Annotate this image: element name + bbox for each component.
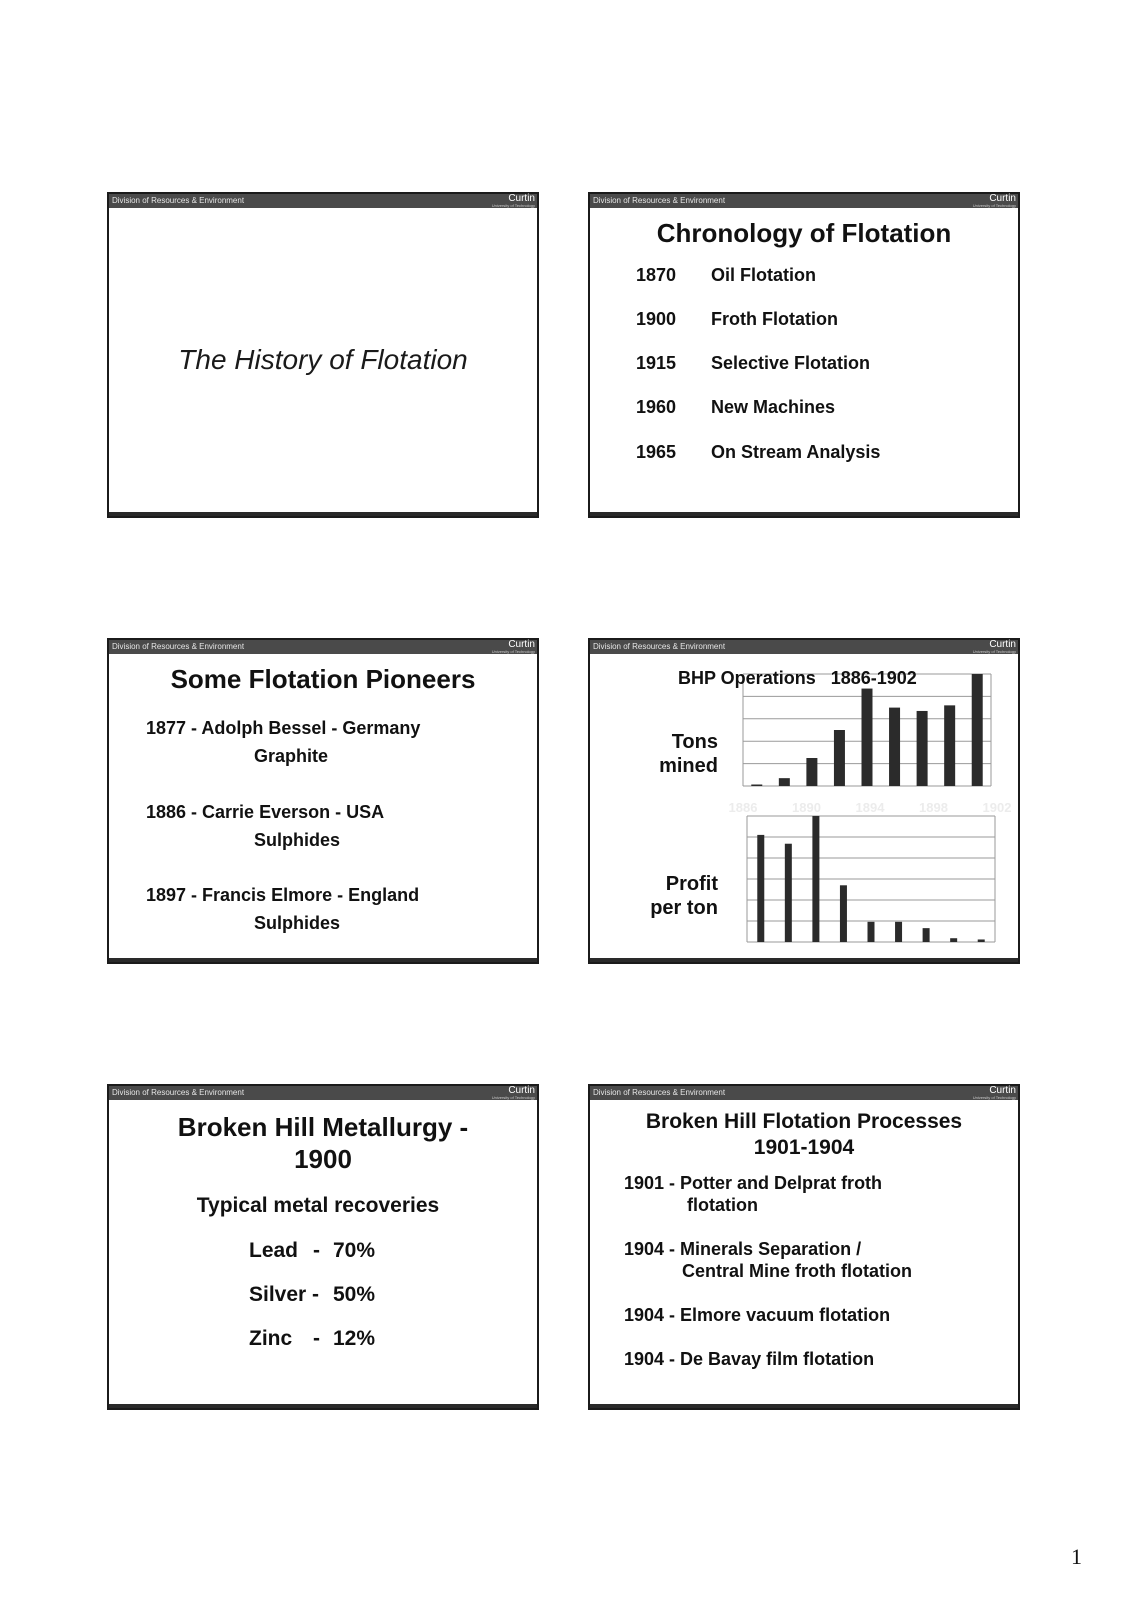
slide-footer: [109, 1404, 537, 1408]
slide-5: [107, 1084, 539, 1410]
chronology-row: 1870 Oil Flotation: [636, 265, 816, 285]
bar: [812, 816, 819, 942]
curtin-logo: Curtin University of Technology: [491, 1085, 535, 1100]
x-tick-label: 1902: [982, 800, 1012, 815]
slide-4: [588, 638, 1020, 964]
chronology-row: 1965 On Stream Analysis: [636, 442, 881, 462]
slide-header: Division of Resources & Environment: [109, 640, 537, 654]
process-sub: flotation: [687, 1195, 758, 1215]
bar: [868, 922, 875, 942]
curtin-logo: Curtin University of Technology: [491, 193, 535, 208]
bar: [917, 711, 928, 786]
bar: [862, 689, 873, 786]
pioneer-line: 1886 - Carrie Everson - USA: [146, 802, 385, 822]
slide-title-line-1: Broken Hill Flotation Processes: [645, 1110, 963, 1133]
x-tick-label: 1898: [919, 800, 948, 815]
bar: [834, 730, 845, 786]
curtin-logo: Curtin University of Technology: [972, 639, 1016, 654]
recovery-row: Lead - 70%: [249, 1239, 376, 1262]
slide-footer: [109, 512, 537, 516]
slide-subtitle: Typical metal recoveries: [196, 1194, 440, 1217]
slide-footer: [590, 958, 1018, 962]
slide-2: [588, 192, 1020, 518]
pioneer-line: 1877 - Adolph Bessel - Germany: [146, 718, 421, 738]
x-tick-label: 1890: [792, 800, 821, 815]
slide-header: Division of Resources & Environment: [109, 1086, 537, 1100]
slide-title-line-2: 1900: [294, 1144, 352, 1174]
curtin-logo: Curtin University of Technology: [972, 193, 1016, 208]
bar: [978, 939, 985, 942]
slide-title-line-1: Broken Hill Metallurgy -: [177, 1112, 469, 1142]
profit-per-ton-label: Profit per ton: [650, 873, 718, 919]
chronology-row: 1900 Froth Flotation: [636, 309, 838, 329]
bar: [944, 705, 955, 786]
recovery-row: Silver - 50%: [249, 1283, 376, 1306]
slide-header: Division of Resources & Environment: [590, 194, 1018, 208]
bar: [785, 844, 792, 942]
bar: [923, 928, 930, 942]
curtin-logo: Curtin University of Technology: [972, 1085, 1016, 1100]
x-tick-label: 1886: [728, 800, 758, 815]
slide-footer: [109, 958, 537, 962]
slide-3: [107, 638, 539, 964]
chronology-row: 1960 New Machines: [636, 397, 836, 417]
chart-title: BHP Operations 1886-1902: [678, 668, 917, 688]
slide-footer: [590, 512, 1018, 516]
slide-title: The History of Flotation: [178, 344, 468, 375]
process-line: 1904 - Minerals Separation /: [624, 1239, 862, 1259]
pioneer-sub: Sulphides: [254, 913, 341, 933]
bar: [950, 938, 957, 942]
pioneer-sub: Sulphides: [254, 830, 341, 850]
slide-title: Chronology of Flotation: [656, 218, 952, 248]
bar: [806, 758, 817, 786]
process-line: 1904 - Elmore vacuum flotation: [624, 1305, 891, 1325]
curtin-logo: Curtin University of Technology: [491, 639, 535, 654]
bar: [751, 785, 762, 787]
recovery-row: Zinc - 12%: [249, 1327, 376, 1350]
slide-header: Division of Resources & Environment: [590, 1086, 1018, 1100]
bar: [889, 708, 900, 786]
page-number: 1: [1071, 1544, 1082, 1569]
process-sub: Central Mine froth flotation: [682, 1261, 912, 1281]
bar: [757, 835, 764, 942]
bar: [779, 778, 790, 786]
pioneer-sub: Graphite: [254, 746, 329, 766]
tons-mined-label: Tons mined: [659, 731, 718, 777]
slide-footer: [590, 1404, 1018, 1408]
x-tick-label: 1894: [855, 800, 885, 815]
slide-title: Some Flotation Pioneers: [170, 664, 476, 694]
bar: [895, 922, 902, 942]
slide-title-line-2: 1901-1904: [753, 1136, 855, 1159]
slide-6: [588, 1084, 1020, 1410]
slide-1: [107, 192, 539, 518]
bar: [972, 674, 983, 786]
process-line: 1901 - Potter and Delprat froth: [624, 1173, 883, 1193]
chronology-row: 1915 Selective Flotation: [636, 353, 871, 373]
slide-header: Division of Resources & Environment: [590, 640, 1018, 654]
pioneer-line: 1897 - Francis Elmore - England: [146, 885, 420, 905]
bar: [840, 885, 847, 942]
process-line: 1904 - De Bavay film flotation: [624, 1349, 875, 1369]
slide-header: Division of Resources & Environment: [109, 194, 537, 208]
